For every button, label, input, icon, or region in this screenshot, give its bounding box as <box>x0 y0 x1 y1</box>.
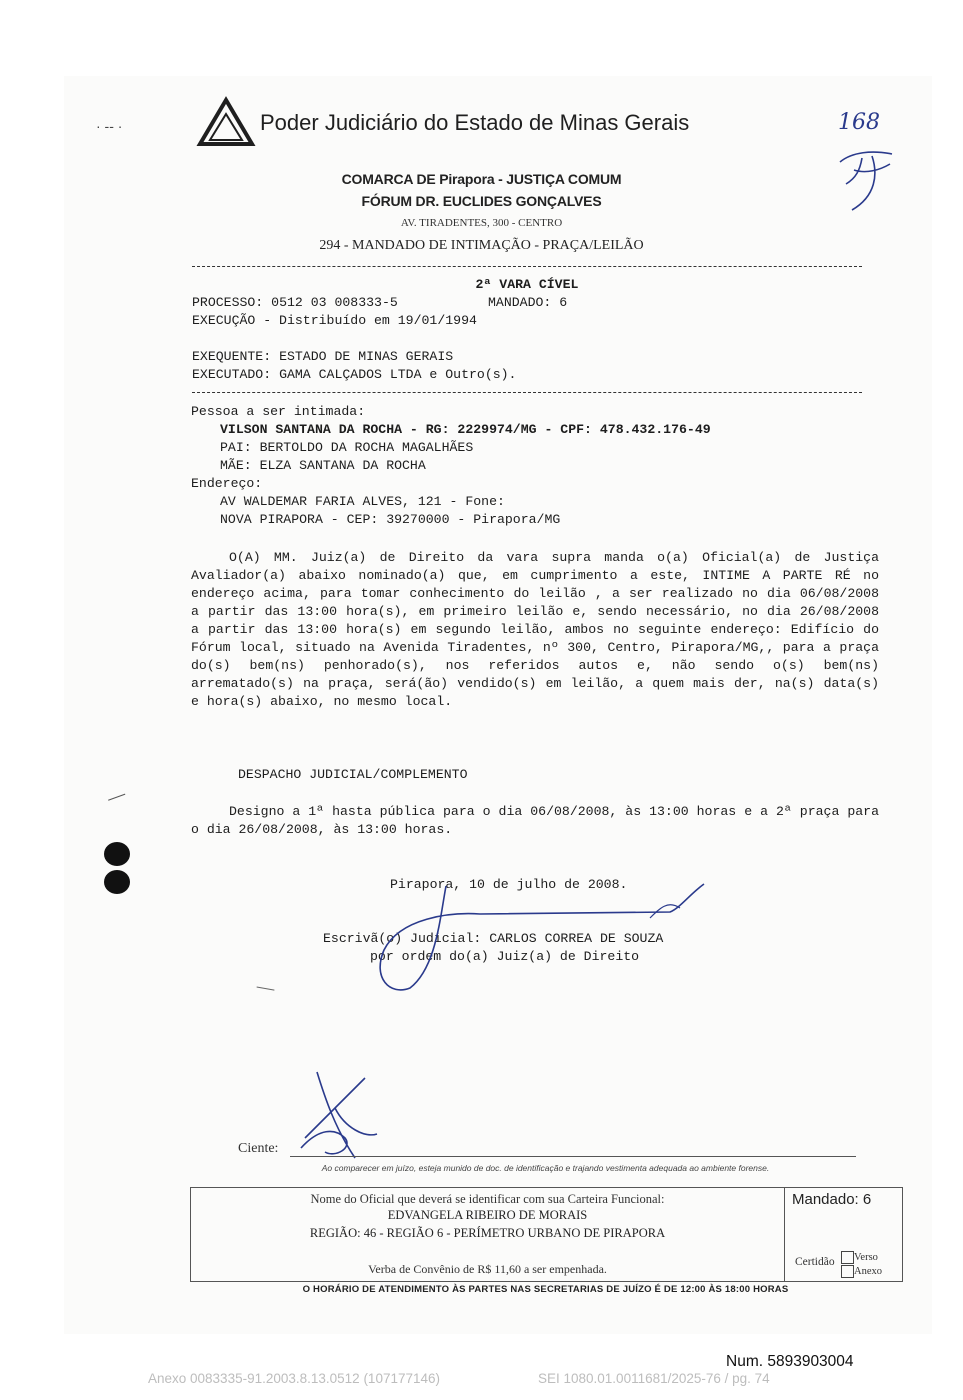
comarca-line: COMARCA DE Pirapora - JUSTIÇA COMUM <box>341 171 622 187</box>
ciente-signature-line <box>290 1156 856 1157</box>
forum-address: AV. TIRADENTES, 300 - CENTRO <box>400 217 563 229</box>
verso-checkbox[interactable] <box>841 1251 878 1264</box>
institution-title: Poder Judiciário do Estado de Minas Gerais <box>260 110 690 135</box>
triangle-logo-icon <box>196 96 256 148</box>
anexo-checkbox-box[interactable] <box>841 1265 854 1278</box>
vara-title: 2ª VARA CÍVEL <box>475 277 579 292</box>
forum-line: FÓRUM DR. EUCLIDES GONÇALVES <box>361 193 602 209</box>
pessoa-pai: PAI: BERTOLDO DA ROCHA MAGALHÃES <box>220 440 474 455</box>
divider <box>192 266 862 267</box>
processo-label: PROCESSO: <box>192 295 264 310</box>
ciente-label: Ciente: <box>238 1141 279 1156</box>
ordem-line: por ordem do(a) Juiz(a) de Direito <box>370 949 640 964</box>
verba-convenio: Verba de Convênio de R$ 11,60 a ser empenhada. <box>368 1262 607 1276</box>
processo-number: 0512 03 008333-5 <box>271 295 398 310</box>
exequente-label: EXEQUENTE: <box>192 349 272 364</box>
endereco-label: Endereço: <box>191 476 263 491</box>
anexo-reference: Anexo 0083335-91.2003.8.13.0512 (107177146) <box>148 1371 441 1386</box>
oficial-name: EDVANGELA RIBEIRO DE MORAIS <box>387 1208 588 1222</box>
local-data: Pirapora, 10 de julho de 2008. <box>390 877 628 892</box>
verso-label: Verso <box>854 1251 878 1263</box>
oficial-instruction: Nome do Oficial que deverá se identificar com sua Carteira Funcional: <box>310 1192 665 1206</box>
oficial-box <box>190 1187 903 1282</box>
pessoa-nome: VILSON SANTANA DA ROCHA - RG: 2229974/MG - CPF: 478.432.176-49 <box>220 422 711 437</box>
processo-line <box>192 294 398 312</box>
mandado-label: MANDADO: <box>488 295 552 310</box>
anexo-label: Anexo <box>854 1265 882 1277</box>
verso-checkbox-box[interactable] <box>841 1251 854 1264</box>
oficial-box-left <box>191 1188 785 1281</box>
executado-line <box>192 366 516 384</box>
executado-label: EXECUTADO: <box>192 367 272 382</box>
exequente-line <box>192 348 453 366</box>
recipient-signature-icon <box>295 1068 385 1168</box>
despacho-title: DESPACHO JUDICIAL/COMPLEMENTO <box>238 767 468 782</box>
pessoa-mae: MÃE: ELZA SANTANA DA ROCHA <box>220 458 426 473</box>
mandado-paragraph: O(A) MM. Juiz(a) de Direito da vara supra manda o(a) Oficial(a) de Justiça Avaliador(a) abaixo nominado(a) que, em cumprimento a este, INTIME A PARTE RÉ no endereço acima, para tomar conhecimento do leilão , a ser realizado no dia 06/08/2008 a partir das 13:00 hora(s), em primeiro leilão e, sendo necessário, no dia 26/08/2008 a partir das 13:00 hora(s) em segundo leilão, ambos no seguinte endereço: Edifício do Fórum local, situado na Avenida Tiradentes, nº 300, Centro, Pirapora/MG,, para a praça do(s) bem(ns) penhorado(s), nos referidos autos e, não sendo o(s) bem(ns) arrematado(s) na praça, será(ão) vendido(s) em leilão, a quem mais der, na(s) data(s) e hora(s) abaixo, no mesmo local. <box>191 550 879 709</box>
scan-dots: · ‑‑ · <box>96 118 123 134</box>
mandado-line <box>488 294 567 312</box>
executado-value: GAMA CALÇADOS LTDA e Outro(s). <box>279 367 517 382</box>
divider <box>192 392 862 393</box>
exequente-value: ESTADO DE MINAS GERAIS <box>279 349 454 364</box>
sei-reference: SEI 1080.01.0011681/2025-76 / pg. 74 <box>538 1371 770 1386</box>
despacho-text: Designo a 1ª hasta pública para o dia 06/08/2008, às 13:00 horas e a 2ª praça para o dia 26/08/2008, às 13:00 horas. <box>191 804 879 837</box>
box-mandado: Mandado: 6 <box>792 1191 872 1208</box>
endereco-line-2: NOVA PIRAPORA - CEP: 39270000 - Pirapora/MG <box>220 512 561 527</box>
judge-signature-icon <box>350 878 720 998</box>
page-number-handwritten: 168 <box>838 110 880 135</box>
document-number: Num. 5893903004 <box>726 1353 854 1370</box>
pessoa-label: Pessoa a ser intimada: <box>191 404 366 419</box>
ciente-notice: Ao comparecer em juízo, esteja munido de doc. de identificação e trajando vestimenta adequada ao ambiente forense. <box>321 1163 770 1173</box>
execucao-line: EXECUÇÃO - Distribuído em 19/01/1994 <box>192 313 477 328</box>
horario-notice: O HORÁRIO DE ATENDIMENTO ÀS PARTES NAS SECRETARIAS DE JUÍZO É DE 12:00 ÀS 18:00 HORAS <box>302 1284 789 1295</box>
escrivao-line: Escrivã(o) Judicial: CARLOS CORREA DE SOUZA <box>323 931 664 946</box>
document-type: 294 - MANDADO DE INTIMAÇÃO - PRAÇA/LEILÃO <box>319 238 644 253</box>
oficial-region: REGIÃO: 46 - REGIÃO 6 - PERÍMETRO URBANO DE PIRAPORA <box>309 1226 666 1240</box>
endereco-line-1: AV WALDEMAR FARIA ALVES, 121 - Fone: <box>220 494 505 509</box>
anexo-checkbox[interactable] <box>841 1265 882 1278</box>
punch-holes <box>104 842 132 896</box>
mandado-number: 6 <box>559 295 568 310</box>
certidao-label: Certidão <box>795 1256 835 1268</box>
